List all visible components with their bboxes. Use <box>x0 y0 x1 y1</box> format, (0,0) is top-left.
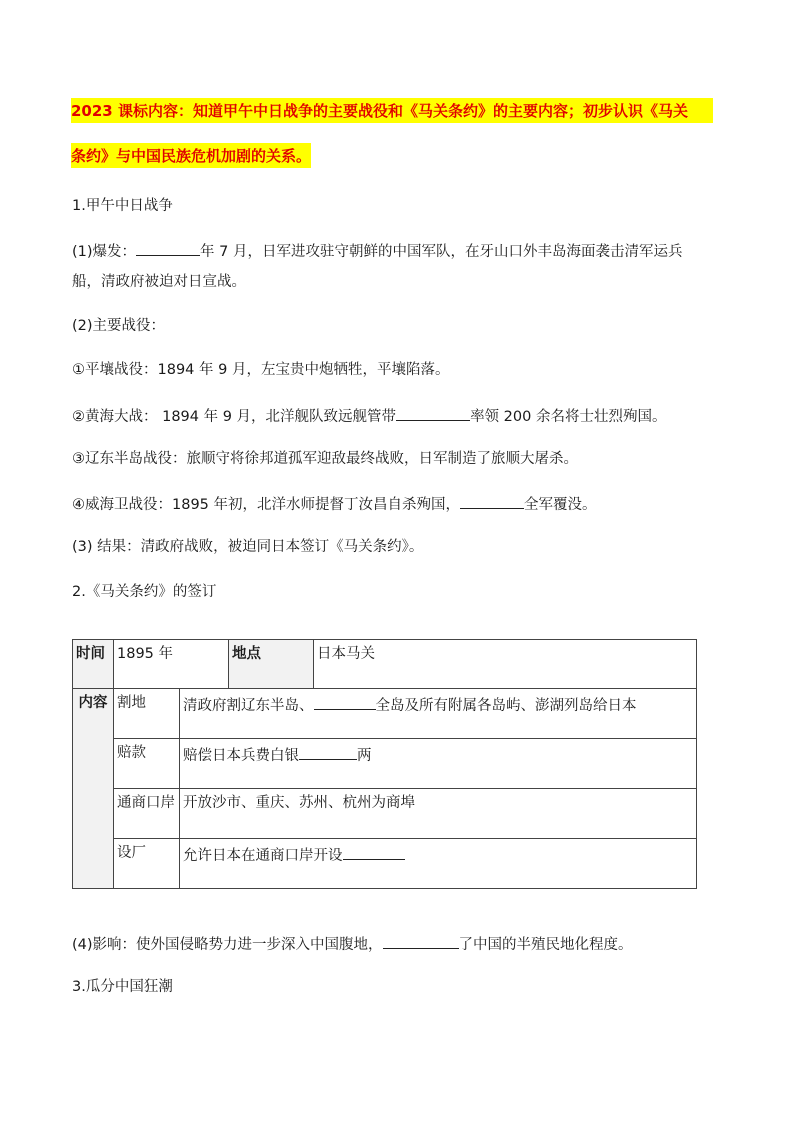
indemnity-amount-blank <box>299 745 357 760</box>
battle-weihaiwei <box>72 494 597 514</box>
indemnity-prefix: 赔偿日本兵费白银 <box>183 748 299 764</box>
content-label: 内容 <box>73 689 114 889</box>
item-detail <box>180 839 697 889</box>
table-row <box>73 839 697 889</box>
time-value: 1895 年 <box>114 640 229 689</box>
section-1-title: 1.甲午中日战争 <box>72 198 173 214</box>
battles-title: (2)主要战役： <box>72 318 166 334</box>
place-value: 日本马关 <box>314 640 697 689</box>
treaty-table <box>72 639 697 889</box>
cession-prefix: 清政府割辽东半岛、 <box>183 698 314 714</box>
objective-line-2: 条约》与中国民族危机加剧的关系。 <box>71 143 311 168</box>
battle-yellow-sea-prefix: ②黄海大战： 1894 年 9 月，北洋舰队致远舰管带 <box>72 409 397 425</box>
impact-suffix: 了中国的半殖民地化程度。 <box>458 937 633 953</box>
fleet-blank <box>460 494 524 509</box>
battle-liaodong: ③辽东半岛战役：旅顺守将徐邦道孤军迎敌最终战败，日军制造了旅顺大屠杀。 <box>72 451 578 467</box>
battle-weihaiwei-prefix: ④威海卫战役：1895 年初，北洋水师提督丁汝昌自杀殉国， <box>72 497 461 513</box>
impact <box>72 934 633 954</box>
battle-yellow-sea-suffix: 率领 200 余名将士壮烈殉国。 <box>470 409 667 425</box>
place-label: 地点 <box>229 640 314 689</box>
item-label: 割地 <box>114 689 180 739</box>
taiwan-blank <box>314 695 376 710</box>
outbreak-line-2: 船，清政府被迫对日宣战。 <box>72 274 246 290</box>
outbreak-line-1 <box>72 241 683 261</box>
item-label: 通商口岸 <box>114 789 180 839</box>
table-row <box>73 739 697 789</box>
war-result: (3) 结果：清政府战败，被迫同日本签订《马关条约》。 <box>72 539 424 555</box>
indemnity-suffix: 两 <box>357 748 372 764</box>
section-2-title: 2.《马关条约》的签订 <box>72 584 217 600</box>
impact-blank <box>383 934 459 949</box>
outbreak-year-blank <box>136 241 200 256</box>
item-label: 赔款 <box>114 739 180 789</box>
commander-blank <box>396 406 470 421</box>
item-detail: 开放沙市、重庆、苏州、杭州为商埠 <box>180 789 697 839</box>
objective-line-1: 2023 课标内容：知道甲午中日战争的主要战役和《马关条约》的主要内容；初步认识《马关 <box>71 98 713 123</box>
section-3-title: 3.瓜分中国狂潮 <box>72 979 173 995</box>
item-label: 设厂 <box>114 839 180 889</box>
impact-prefix: (4)影响：使外国侵略势力进一步深入中国腹地， <box>72 937 383 953</box>
item-detail <box>180 739 697 789</box>
factory-prefix: 允许日本在通商口岸开设 <box>183 848 343 864</box>
table-row <box>73 689 697 739</box>
time-label: 时间 <box>73 640 114 689</box>
outbreak-prefix: (1)爆发： <box>72 244 137 260</box>
table-row <box>73 640 697 689</box>
battle-yellow-sea <box>72 406 666 426</box>
item-detail <box>180 689 697 739</box>
battle-weihaiwei-suffix: 全军覆没。 <box>524 497 597 513</box>
outbreak-suffix: 年 7 月，日军进攻驻守朝鲜的中国军队，在牙山口外丰岛海面袭击清军运兵 <box>200 244 683 260</box>
cession-suffix: 全岛及所有附属各岛屿、澎湖列岛给日本 <box>375 698 637 714</box>
table-row <box>73 789 697 839</box>
factory-blank <box>343 845 405 860</box>
battle-pyongyang: ①平壤战役：1894 年 9 月，左宝贵中炮牺牲，平壤陷落。 <box>72 362 450 378</box>
